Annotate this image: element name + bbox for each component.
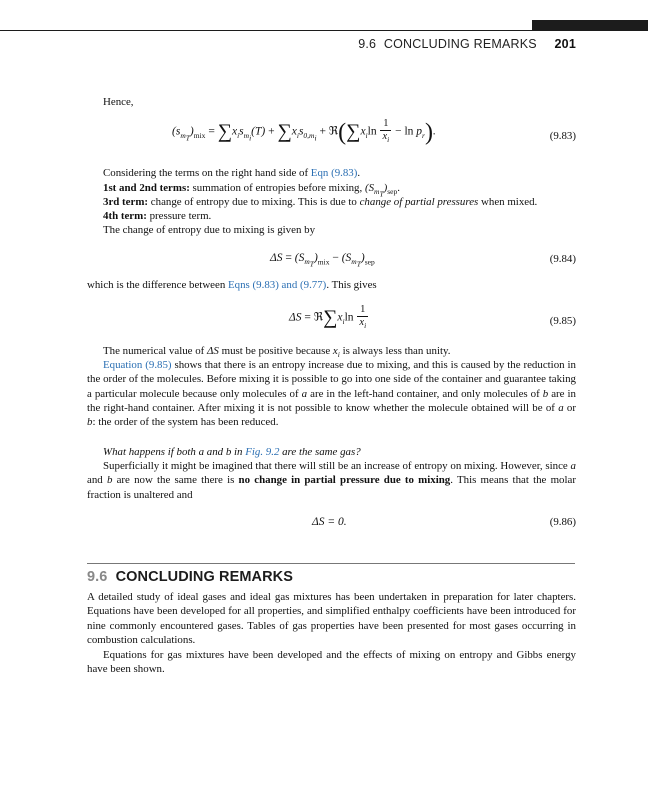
superficially-a: a [570,460,576,472]
para-text-1: shows that there is an entropy increase due to mixing, and this is caused by the reduction in the order of the molecules. Before mixing it is possible to go into one side of the container and guarantee taking a particular molecule because only molecules of [87,359,576,400]
term-4-text: pressure term. [146,210,212,222]
superficially-text-2: are now the same there is [112,474,239,487]
eqns-link[interactable]: Eqns (9.83) and (9.77) [228,279,327,291]
para-text-4: or [563,401,576,414]
running-head-section-number: 9.6 [358,37,377,51]
section-heading [87,569,293,585]
para-text-3: are in the right-hand container. After mixing it is not possible to know whether the molecule obtained will be of [87,387,576,414]
para-b-2: b [87,416,93,429]
term-1-2-end: . [397,182,400,194]
hence-text: Hence, [103,96,134,108]
question-mid-2: in [231,446,246,458]
para-text-5: : the order of the system has been reduced. [92,416,279,429]
numerical-post: must be positive because [218,345,333,357]
equation-number-9-83: (9.83) [549,130,576,142]
superficially-paragraph [87,459,576,502]
considering-text [103,166,583,180]
equation-9-85: $\Delta S = ℜ\sum x_i\ln$ $\frac{1}{x_i}$ [289,304,367,331]
equation-9-84: $\Delta S = (S_{m_T})_{mix} - (S_{m_T})_{sep}$ [270,252,375,269]
which-text [87,278,577,292]
considering-post: . [357,167,361,179]
term-4-label: 4th term: [103,210,147,222]
term-3-text: change of entropy due to mixing. This is due to [148,196,360,208]
superficially-text-1: Superficially it might be imagined that there will still be an increase of entropy on mixing. However, since [103,460,571,472]
term-3-line [103,195,583,209]
superficially-bold: no change in partial pressure due to mixing [238,474,451,487]
para-a-1: a [301,387,308,400]
equation-number-9-86: (9.86) [549,516,576,528]
term-1-2-label: 1st and 2nd terms: [103,182,190,194]
section-rule [87,563,575,564]
fig-9-2-link[interactable]: Fig. 9.2 [245,446,280,458]
para-a-2: a [558,401,564,414]
running-head-title: CONCLUDING REMARKS [383,37,537,51]
page-number: 201 [554,37,576,51]
question-b: b [225,446,232,458]
concluding-paragraph-1: A detailed study of ideal gases and ideal gas mixtures has been undertaken in preparation for later chapters. Equations have been developed for all properties, and simplified enthalpy coefficients have been introduced for nine commonly encountered gases. Tables of gas properties have been presented for most gases occurring in combustion calculations. [87,591,576,646]
term-3-label: 3rd term: [103,196,149,208]
section-title: CONCLUDING REMARKS [115,569,294,585]
term-3-italic: change of partial pressures [359,196,479,208]
equation-9-83: $(s_{m_T})_{mix} = \sum x_is_{m_i}(T) + \sum x_is_{0,m_i}$ + $ℜ(\sum x_i\ln$ $\frac{1}{x_i}$ − $\ln p_r$). [172,118,436,146]
section-number: 9.6 [87,569,108,585]
which-post: . This gives [326,279,377,291]
equation-number-9-85: (9.85) [549,315,576,327]
superficially-text-3: . This means that the molar fraction is unaltered and [87,474,576,501]
question-pre: What happens if both [103,446,199,458]
question-line [103,445,583,459]
term-4-line [103,209,583,223]
equation-9-86: ΔS = 0. [312,516,347,528]
question-a: a [198,446,205,458]
question-post: are the same gas? [279,446,361,458]
para-text-2: are in the left-hand container, and only molecules of [307,387,543,400]
concluding-paragraph-2: Equations for gas mixtures have been developed and the effects of mixing on entropy and Gibbs energy have been shown. [87,649,576,676]
equation-9-85-link[interactable]: Equation (9.85) [103,359,172,371]
considering-pre: Considering the terms on the right hand side of [103,167,311,179]
header-rule [0,30,648,31]
question-mid-1: and [204,446,226,458]
numerical-value-text: The numerical value of ΔS must be positive because $x_i$ is always less than unity. [103,345,451,360]
para-b-1: b [542,387,549,400]
numerical-end: is always less than unity. [339,345,451,357]
numerical-pre: The numerical value of [103,345,208,357]
superficially-and: and [87,474,103,487]
term-1-2-line: 1st and 2nd terms: summation of entropies before mixing, $(S_{m_T})_{sep}$. [103,182,400,199]
change-given-text: The change of entropy due to mixing is given by [103,224,316,236]
term-3-end: when mixed. [478,196,538,208]
which-pre: which is the difference between [87,279,229,291]
term-1-2-text: summation of entropies before mixing, [189,182,365,194]
entropy-increase-paragraph [87,358,576,429]
running-head [358,37,576,51]
equation-number-9-84: (9.84) [549,253,576,265]
eqn-9-83-link[interactable]: Eqn (9.83) [310,167,358,179]
superficially-b: b [106,474,113,487]
